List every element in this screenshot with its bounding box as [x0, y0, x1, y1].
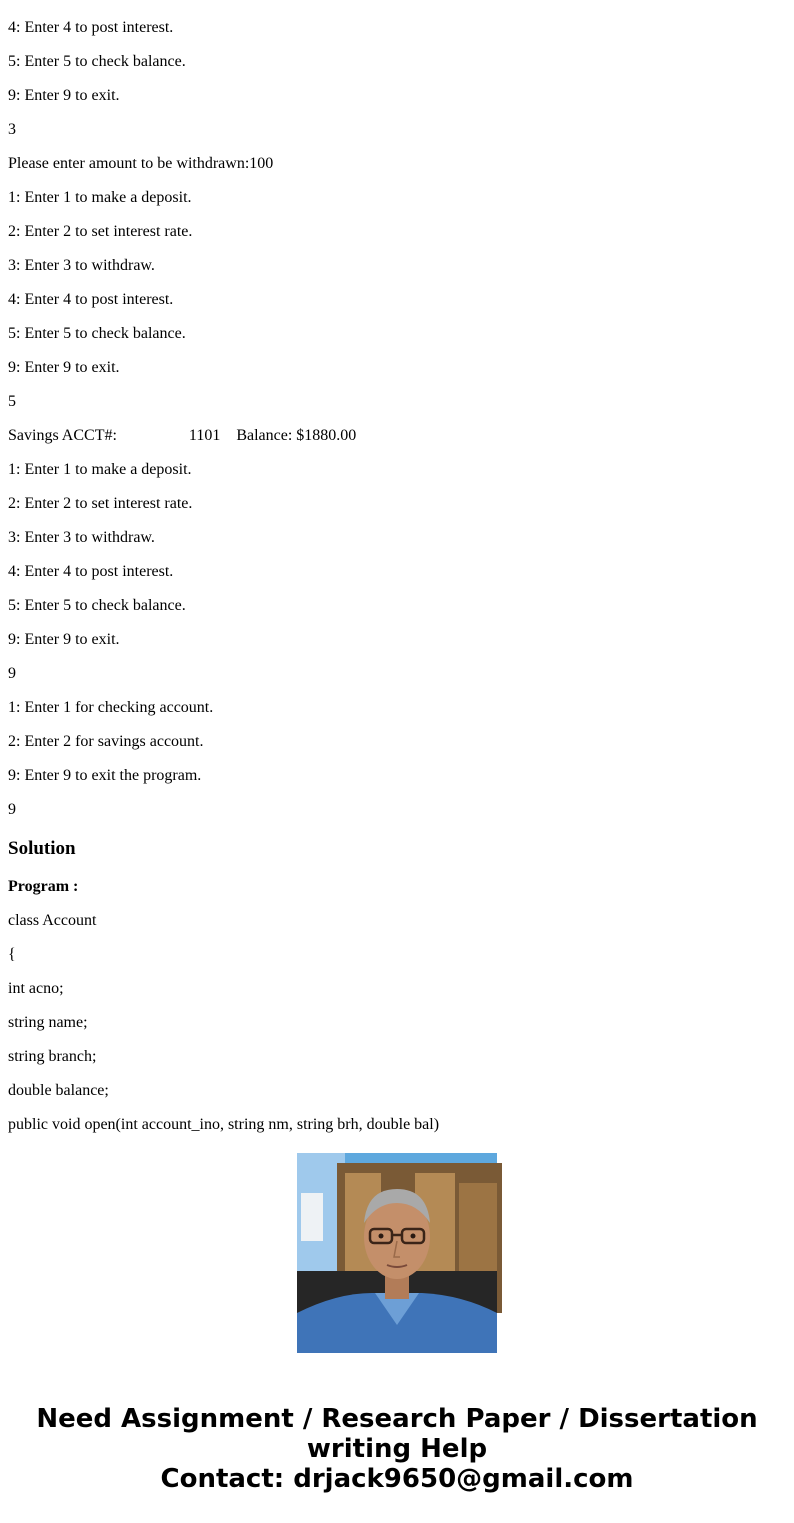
transcript-line: 1: Enter 1 for checking account. — [8, 699, 214, 716]
account-number: 1101 — [188, 427, 221, 444]
account-balance-line — [8, 426, 356, 446]
account-label: Savings ACCT#: — [8, 427, 117, 444]
transcript-line: 9: Enter 9 to exit. — [8, 87, 120, 104]
promo-text-line2: writing Help — [306, 1434, 488, 1464]
transcript-line: 3: Enter 3 to withdraw. — [8, 529, 155, 546]
transcript-line: 5 — [8, 393, 16, 410]
code-line: { — [8, 946, 16, 963]
transcript-line: 5: Enter 5 to check balance. — [8, 597, 186, 614]
document-content — [8, 0, 788, 1133]
transcript-line: Please enter amount to be withdrawn:100 — [8, 155, 274, 172]
author-photo — [297, 1153, 497, 1353]
transcript-line: 3: Enter 3 to withdraw. — [8, 257, 155, 274]
transcript-line: 9 — [8, 665, 16, 682]
account-balance: Balance: $1880.00 — [236, 427, 357, 444]
transcript-line: 9: Enter 9 to exit. — [8, 631, 120, 648]
transcript-line: 5: Enter 5 to check balance. — [8, 325, 186, 342]
program-label: Program : — [8, 878, 79, 895]
transcript-line: 3 — [8, 121, 16, 138]
transcript-line: 2: Enter 2 for savings account. — [8, 733, 204, 750]
transcript-line: 5: Enter 5 to check balance. — [8, 53, 186, 70]
code-line: double balance; — [8, 1082, 109, 1099]
code-line-partial: public void open(int account_ino, string nm, string brh, double bal) — [8, 1116, 440, 1133]
code-line: string branch; — [8, 1048, 97, 1065]
transcript-line: 9: Enter 9 to exit. — [8, 359, 120, 376]
promo-contact-line: Contact: drjack9650@gmail.com — [160, 1464, 634, 1494]
transcript-line: 1: Enter 1 to make a deposit. — [8, 461, 192, 478]
promo-text-line1: Need Assignment / Research Paper / Dissertation — [36, 1404, 758, 1434]
transcript-line: 4: Enter 4 to post interest. — [8, 19, 174, 36]
transcript-line: 9: Enter 9 to exit the program. — [8, 767, 202, 784]
code-line: string name; — [8, 1014, 88, 1031]
transcript-line: 1: Enter 1 to make a deposit. — [8, 189, 192, 206]
code-line: int acno; — [8, 980, 64, 997]
transcript-line: 2: Enter 2 to set interest rate. — [8, 495, 193, 512]
author-avatar — [297, 1153, 497, 1353]
solution-heading: Solution — [8, 838, 76, 859]
transcript-line: 9 — [8, 801, 16, 818]
transcript-line: 4: Enter 4 to post interest. — [8, 563, 174, 580]
transcript-line: 2: Enter 2 to set interest rate. — [8, 223, 193, 240]
code-line: class Account — [8, 912, 97, 929]
transcript-line: 4: Enter 4 to post interest. — [8, 291, 174, 308]
